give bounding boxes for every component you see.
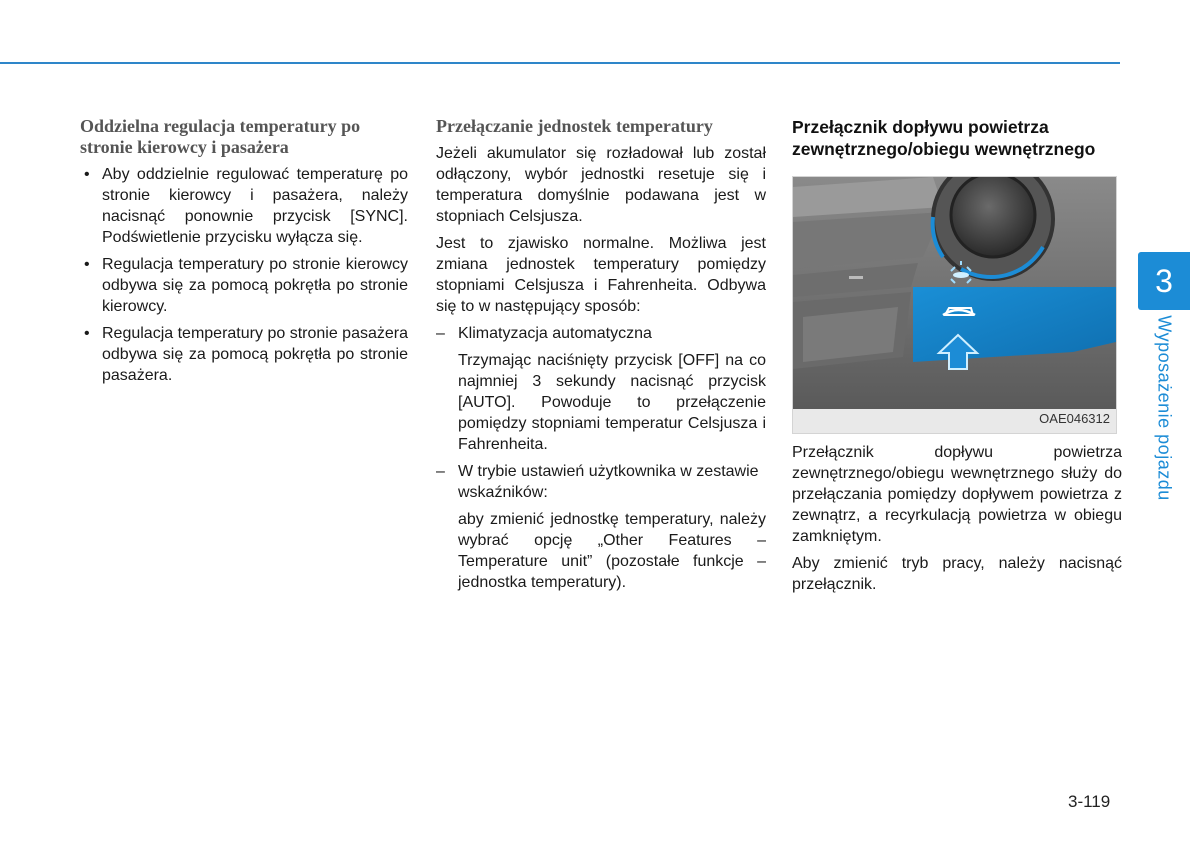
column-1	[80, 116, 408, 392]
column-3	[792, 116, 1122, 601]
paragraph: Przełącznik dopływu powietrza zewnętrznego/obiegu wewnętrznego służy do przełączania pomiędzy dopływem powietrza z zewnątrz, a recyrkulacją powietrza w obiegu zamkniętym.	[792, 444, 1122, 545]
column-2	[436, 116, 766, 599]
paragraph: Jeżeli akumulator się rozładował lub został odłączony, wybór jednostki resetuje się i temperatura domyślnie podawana jest w stopniach Celsjusza.	[436, 145, 766, 225]
bullet-item: • Aby oddzielnie regulować temperaturę po stronie kierowcy i pasażera, należy nacisnąć ponownie przycisk [SYNC]. Podświetlenie przycisku wyłącza się.	[84, 166, 408, 246]
paragraph: Aby zmienić tryb pracy, należy nacisnąć przełącznik.	[792, 555, 1122, 593]
bullet-list	[80, 164, 408, 386]
page-number: 3-119	[1068, 792, 1111, 811]
top-rule	[0, 62, 1120, 64]
bullet-item: • Regulacja temperatury po stronie kierowcy odbywa się za pomocą pokrętła po stronie kierowcy.	[84, 256, 408, 315]
dash-item-automatic-ac: – Klimatyzacja automatyczna	[436, 325, 652, 342]
bullet-mark: •	[84, 166, 90, 183]
chapter-side-label: Wyposażenie pojazdu	[1154, 315, 1175, 501]
bullet-item: • Regulacja temperatury po stronie pasażera odbywa się za pomocą pokrętła po stronie pasażera.	[84, 325, 408, 384]
figure-code: OAE046312	[1039, 411, 1110, 426]
chapter-tab: 3	[1138, 252, 1190, 310]
paragraph: Trzymając naciśnięty przycisk [OFF] na co najmniej 3 sekundy nacisnąć przycisk [AUTO]. Powoduje to przełączenie pomiędzy stopniami temperatur Celsjusza i Fahrenheita.	[458, 352, 766, 453]
paragraph: aby zmienić jednostkę temperatury, należy wybrać opcję „Other Features – Temperature unit” (pozostałe funkcje – jednostka temperatury).	[458, 511, 766, 591]
section-heading-temperature-units: Przełączanie jednostek temperatury	[436, 116, 713, 136]
paragraph: Jest to zjawisko normalne. Możliwa jest zmiana jednostek temperatury pomiędzy stopniami Celsjusza i Fahrenheita. Odbywa się to w następujący sposób:	[436, 235, 766, 315]
dash-item-user-settings: – W trybie ustawień użytkownika w zestawie wskaźników:	[436, 463, 759, 501]
bullet-mark: •	[84, 325, 90, 342]
climate-panel-illustration	[792, 176, 1117, 434]
bullet-mark: •	[84, 256, 90, 273]
climate-panel-drawing	[793, 177, 1116, 409]
section-heading-separate-temperature: Oddzielna regulacja temperatury po stronie kierowcy i pasażera	[80, 116, 361, 157]
section-heading-air-intake: Przełącznik dopływu powietrza zewnętrznego/obiegu wewnętrznego	[792, 117, 1096, 159]
